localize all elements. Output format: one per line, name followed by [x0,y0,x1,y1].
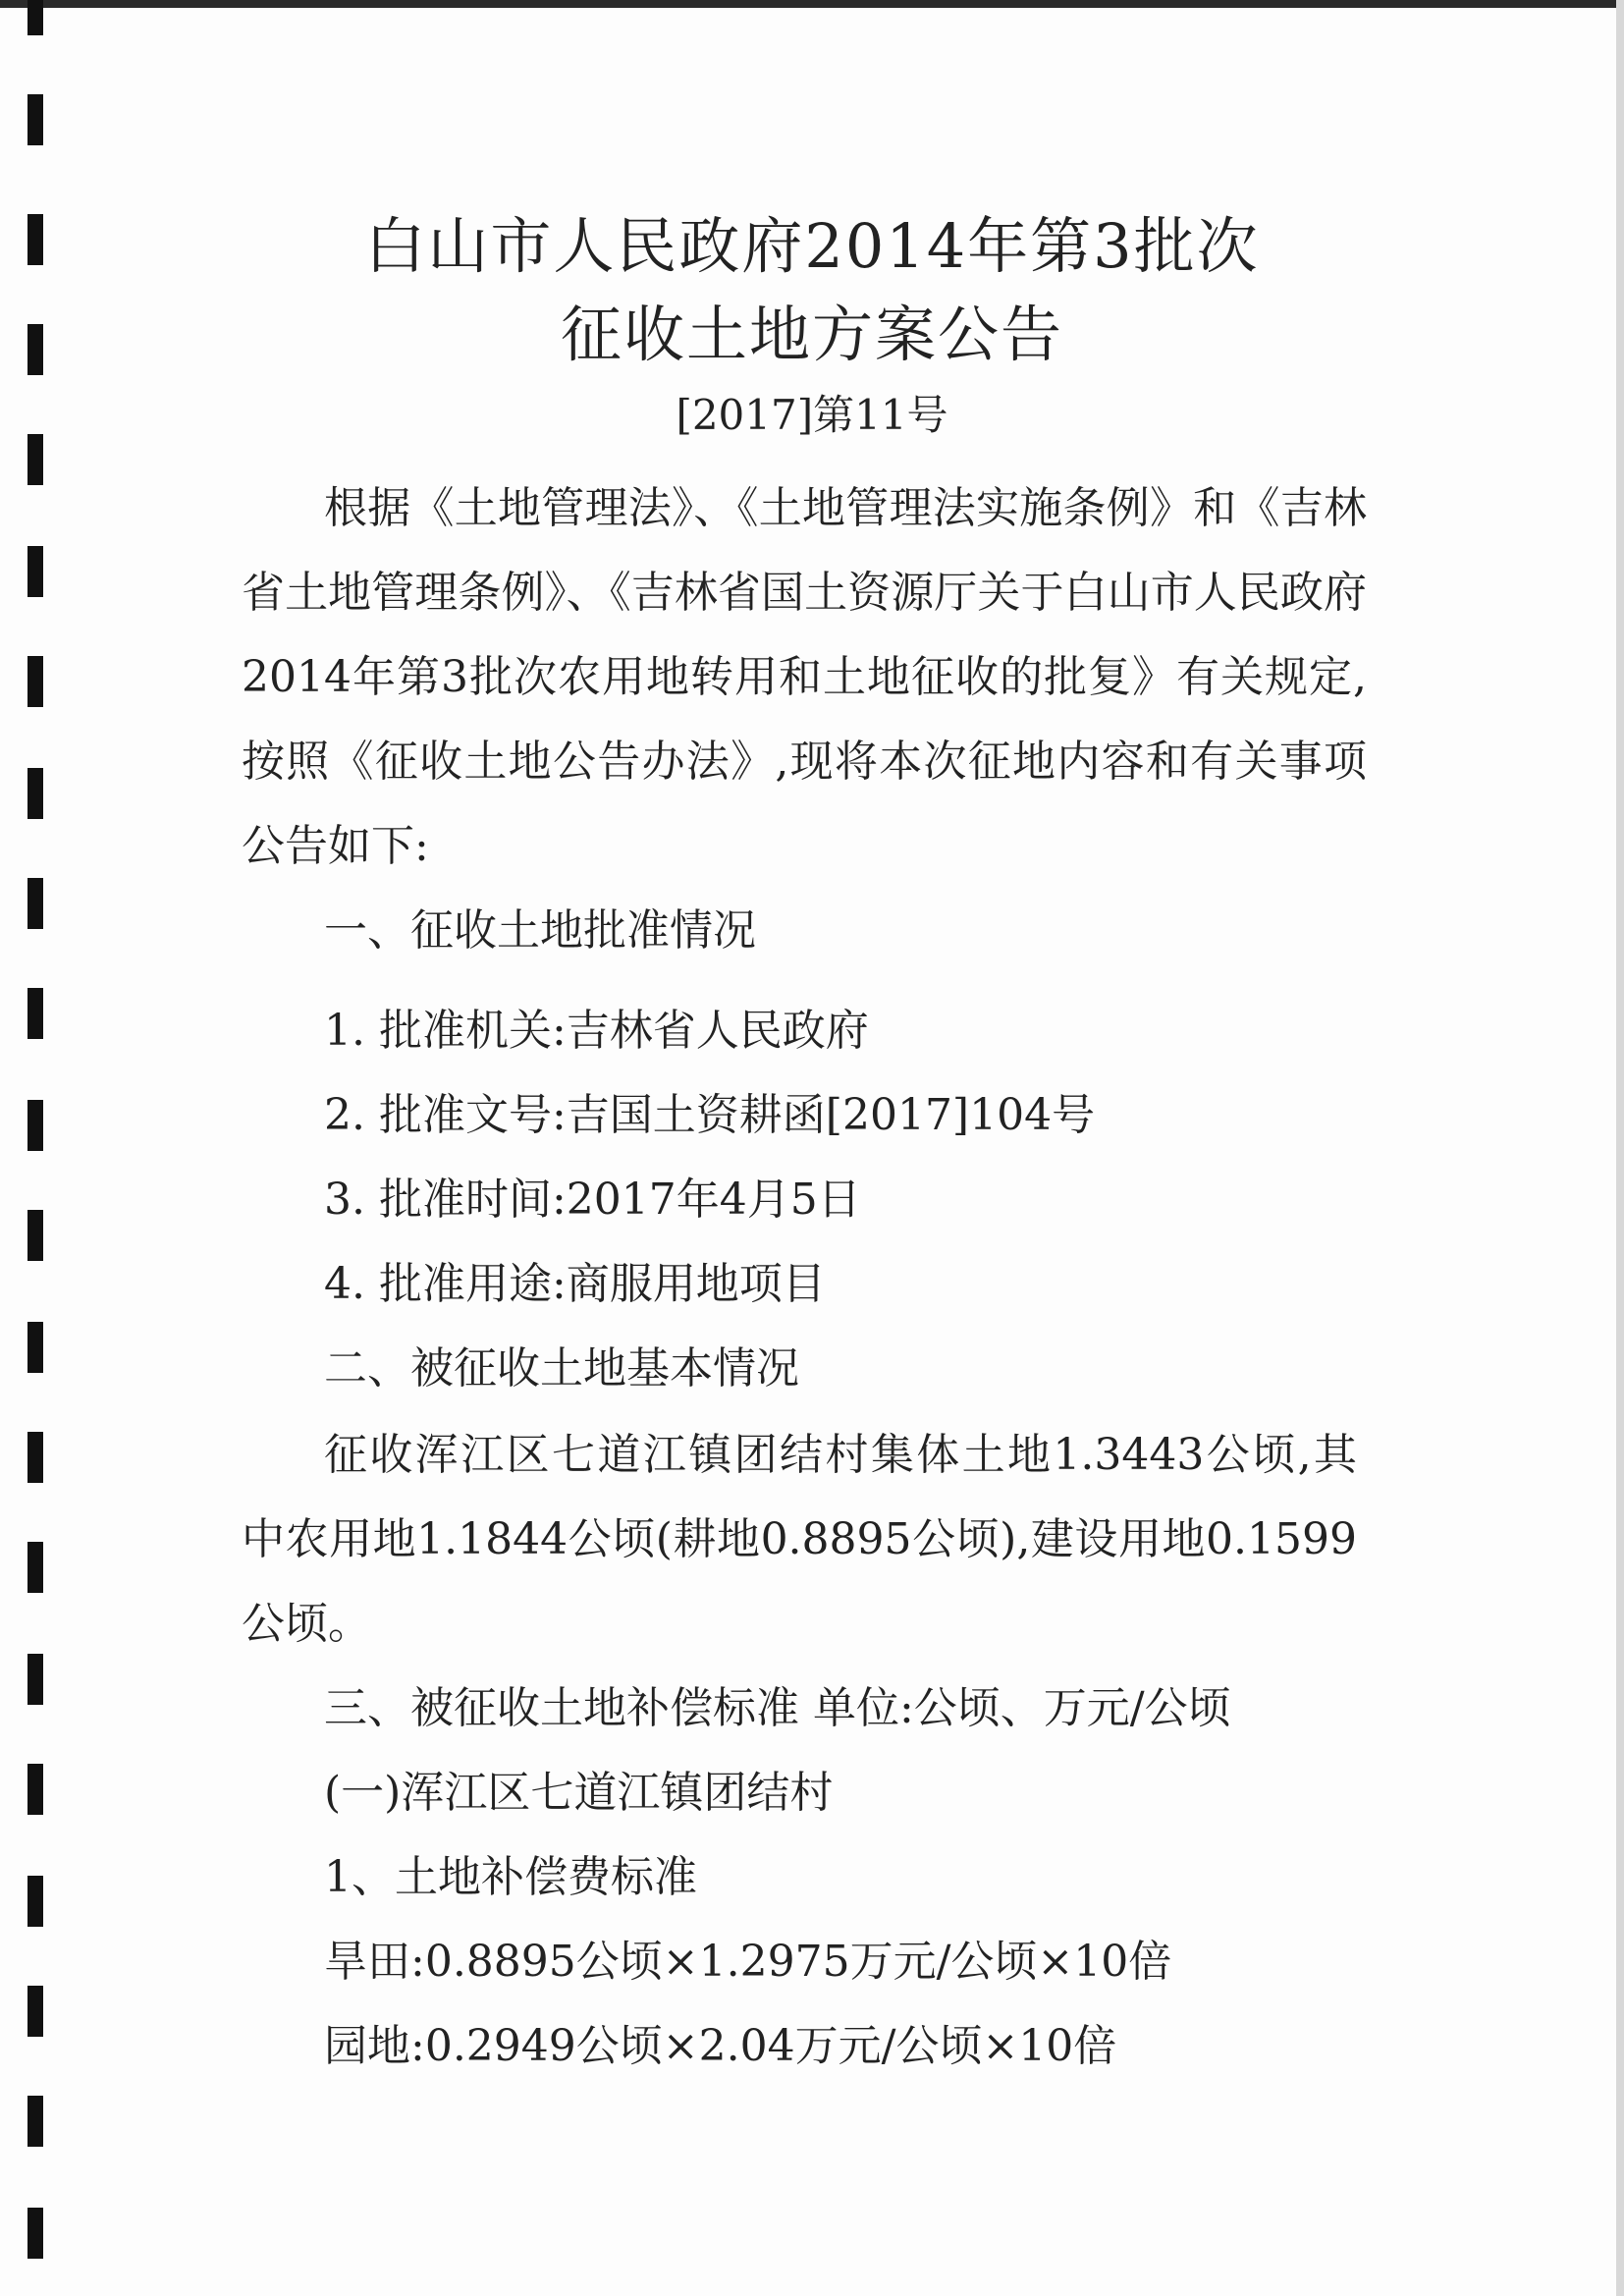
document-title-line-1: 白山市人民政府2014年第3批次 [364,210,1260,282]
approval-document-number: 2. 批准文号:吉国土资耕函[2017]104号 [324,1090,1096,1140]
binding-hole [27,1764,43,1815]
binding-hole [27,2208,43,2259]
binding-hole [27,656,43,707]
scan-top-edge [0,0,1624,8]
approval-authority: 1. 批准机关:吉林省人民政府 [324,1006,869,1056]
binding-hole [27,94,43,145]
binding-hole [27,546,43,597]
section-2-line-3: 公顷。 [242,1599,371,1649]
binding-hole [27,878,43,929]
binding-hole [27,0,43,35]
approval-date: 3. 批准时间:2017年4月5日 [324,1175,861,1225]
garden-compensation: 园地:0.2949公顷×2.04万元/公顷×10倍 [324,2021,1117,2071]
binding-hole [27,1432,43,1483]
binding-hole [27,1986,43,2037]
binding-hole [27,768,43,819]
document-number: [2017]第11号 [676,391,948,439]
section-3-heading: 三、被征收土地补偿标准 单位:公顷、万元/公顷 [324,1683,1231,1733]
intro-line-1: 根据《土地管理法》、《土地管理法实施条例》和《吉林 [324,483,1367,533]
binding-hole [27,1542,43,1593]
intro-line-5: 公告如下: [242,821,429,871]
section-2-line-2: 中农用地1.1844公顷(耕地0.8895公顷),建设用地0.1599 [242,1514,1357,1564]
binding-hole [27,1322,43,1373]
binding-hole [27,1210,43,1261]
section-3-subheading: (一)浑江区七道江镇团结村 [324,1768,834,1818]
binding-hole [27,1654,43,1705]
binding-hole [27,434,43,485]
section-2-heading: 二、被征收土地基本情况 [324,1343,799,1394]
section-1-heading: 一、征收土地批准情况 [324,905,756,956]
intro-line-3: 2014年第3批次农用地转用和土地征收的批复》有关规定, [242,652,1367,702]
section-2-line-1: 征收浑江区七道江镇团结村集体土地1.3443公顷,其 [324,1430,1357,1480]
dry-field-compensation: 旱田:0.8895公顷×1.2975万元/公顷×10倍 [324,1937,1172,1987]
binding-hole [27,1876,43,1927]
binding-hole [27,1100,43,1151]
intro-line-2: 省土地管理条例》、《吉林省国土资源厅关于白山市人民政府 [242,568,1367,618]
intro-line-4: 按照《征收土地公告办法》,现将本次征地内容和有关事项 [242,737,1367,787]
approval-purpose: 4. 批准用途:商服用地项目 [324,1259,826,1309]
land-compensation-heading: 1、土地补偿费标准 [324,1852,697,1902]
binding-hole [27,2096,43,2147]
binding-hole [27,988,43,1039]
document-title-line-2: 征收土地方案公告 [560,299,1063,370]
